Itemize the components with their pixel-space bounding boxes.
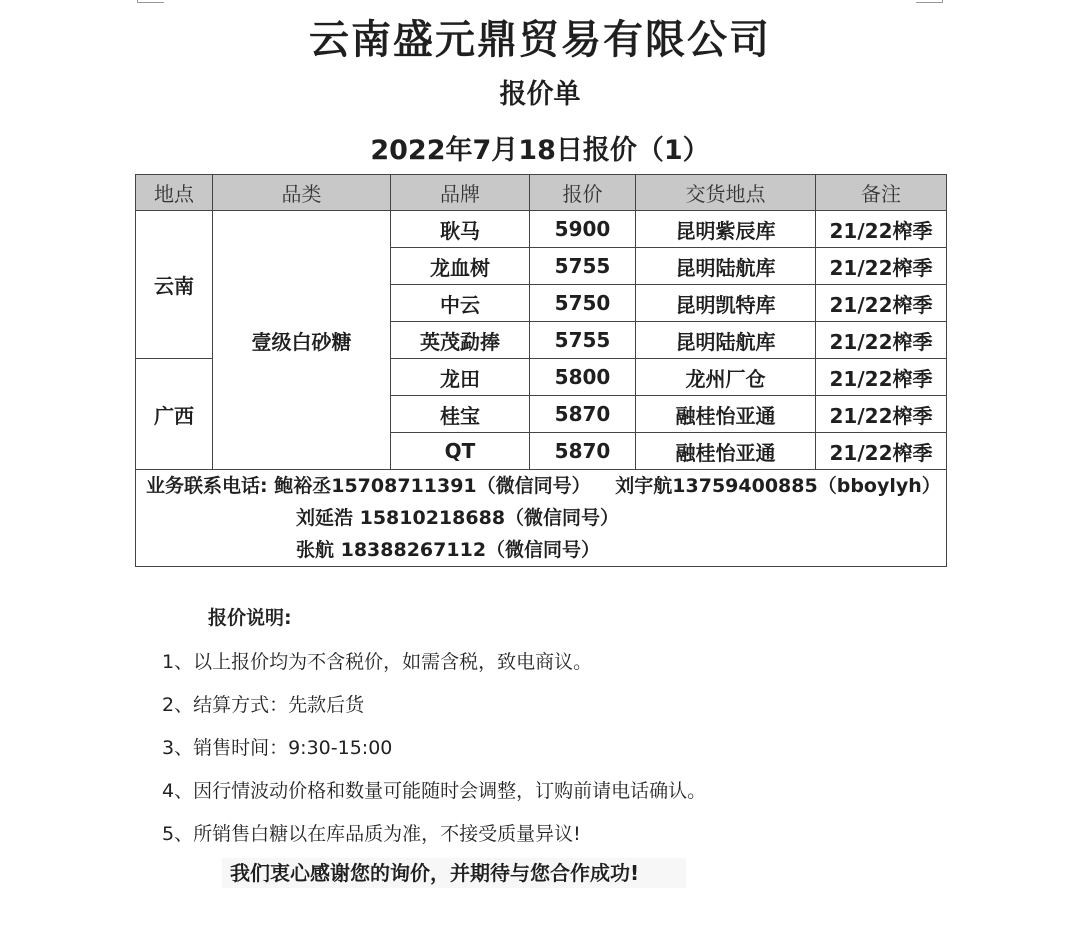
thanks-message: 我们衷心感谢您的询价，并期待与您合作成功! — [222, 858, 686, 888]
brand-cell: 耿马 — [391, 211, 530, 248]
delivery-cell: 龙州厂仓 — [636, 359, 816, 396]
remark-cell: 21/22榨季 — [816, 396, 947, 433]
region-cell-guangxi: 广西 — [136, 359, 213, 470]
column-header-category: 品类 — [213, 175, 391, 211]
note-item: 3、销售时间：9:30-15:00 — [162, 737, 393, 759]
brand-cell: QT — [391, 433, 530, 470]
note-item: 4、因行情波动价格和数量可能随时会调整，订购前请电话确认。 — [162, 780, 707, 802]
note-item: 5、所销售白糖以在库品质为准，不接受质量异议! — [162, 823, 581, 845]
remark-cell: 21/22榨季 — [816, 322, 947, 359]
price-cell: 5755 — [530, 322, 636, 359]
price-cell: 5750 — [530, 285, 636, 322]
brand-cell: 中云 — [391, 285, 530, 322]
contact-bao: 鲍裕丞15708711391（微信同号） — [274, 475, 591, 497]
price-cell: 5870 — [530, 433, 636, 470]
contact-zhang-hang: 张航 18388267112（微信同号） — [296, 539, 601, 561]
remark-cell: 21/22榨季 — [816, 433, 947, 470]
contact-cell — [136, 470, 947, 567]
notes-title: 报价说明: — [208, 607, 292, 629]
remark-cell: 21/22榨季 — [816, 285, 947, 322]
category-cell: 壹级白砂糖 — [213, 211, 391, 470]
delivery-cell: 昆明陆航库 — [636, 248, 816, 285]
document-title: 报价单 — [499, 79, 581, 110]
table-row — [136, 211, 947, 248]
table-header-row — [136, 175, 947, 211]
column-header-price: 报价 — [530, 175, 636, 211]
delivery-cell: 昆明陆航库 — [636, 322, 816, 359]
contact-liu-yanhao: 刘延浩 15810218688（微信同号） — [296, 507, 620, 529]
company-name: 云南盛元鼎贸易有限公司 — [309, 17, 771, 63]
page-corner-mark-right — [916, 0, 943, 3]
page-corner-mark-left — [137, 0, 164, 3]
price-cell: 5755 — [530, 248, 636, 285]
delivery-cell: 昆明紫辰库 — [636, 211, 816, 248]
delivery-cell: 融桂怡亚通 — [636, 433, 816, 470]
contact-liu-yuhang: 刘宇航13759400885（bboylyh） — [615, 475, 941, 497]
brand-cell: 英茂勐捧 — [391, 322, 530, 359]
column-header-remark: 备注 — [816, 175, 947, 211]
remark-cell: 21/22榨季 — [816, 248, 947, 285]
quote-date: 2022年7月18日报价（1） — [370, 135, 710, 166]
contact-label: 业务联系电话: — [146, 475, 268, 497]
price-cell: 5800 — [530, 359, 636, 396]
price-cell: 5870 — [530, 396, 636, 433]
column-header-brand: 品牌 — [391, 175, 530, 211]
contact-line-2 — [146, 502, 946, 566]
contact-row — [136, 470, 947, 567]
brand-cell: 龙田 — [391, 359, 530, 396]
remark-cell: 21/22榨季 — [816, 359, 947, 396]
remark-cell: 21/22榨季 — [816, 211, 947, 248]
contact-line-1 — [146, 470, 946, 502]
column-header-location: 地点 — [136, 175, 213, 211]
note-item: 2、结算方式：先款后货 — [162, 694, 365, 716]
column-header-delivery: 交货地点 — [636, 175, 816, 211]
brand-cell: 桂宝 — [391, 396, 530, 433]
delivery-cell: 昆明凯特库 — [636, 285, 816, 322]
quote-table — [135, 174, 947, 567]
region-cell-yunnan: 云南 — [136, 211, 213, 359]
price-cell: 5900 — [530, 211, 636, 248]
brand-cell: 龙血树 — [391, 248, 530, 285]
delivery-cell: 融桂怡亚通 — [636, 396, 816, 433]
note-item: 1、以上报价均为不含税价，如需含税，致电商议。 — [162, 651, 593, 673]
